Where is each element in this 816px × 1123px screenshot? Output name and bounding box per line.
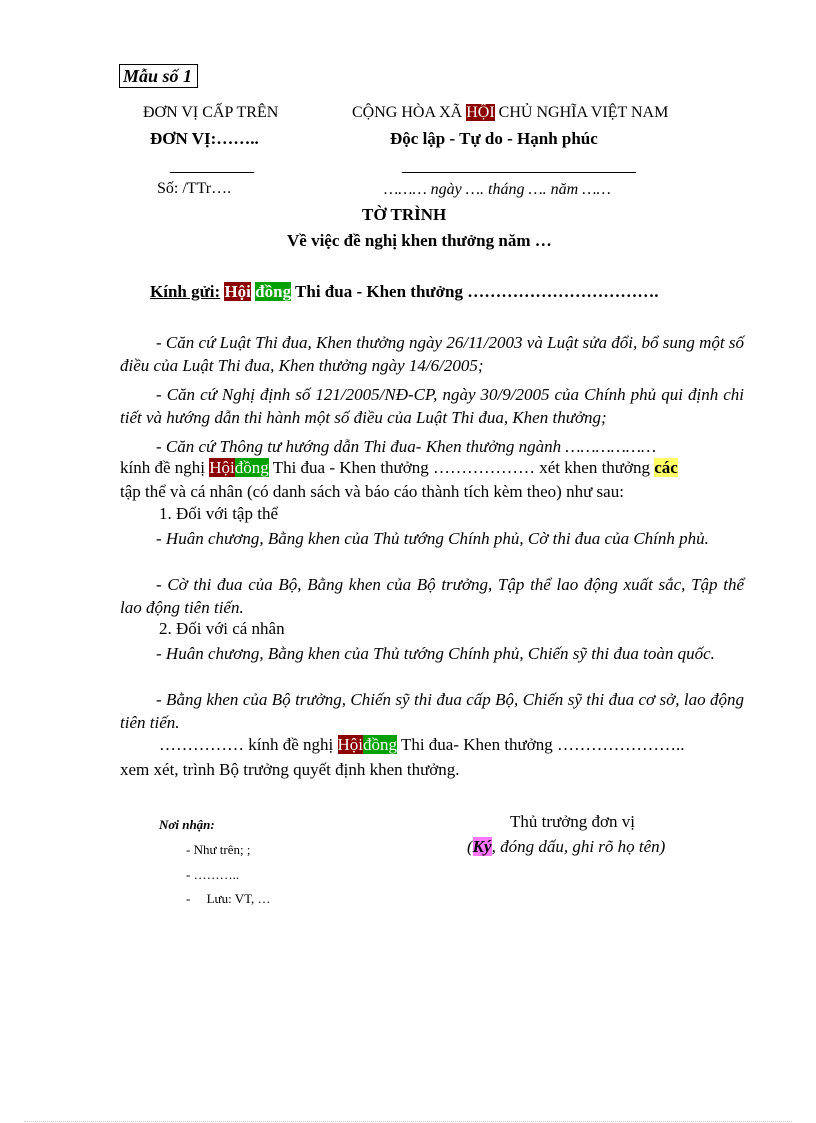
- request-line2: tập thể và cá nhân (có danh sách và báo cáo thành tích kèm theo) như sau:: [120, 482, 624, 501]
- signature-instruction: [467, 837, 665, 857]
- closing-line2: xem xét, trình Bộ trưởng quyết định khen thưởng.: [120, 760, 460, 779]
- unit-name: ĐƠN VỊ:……..: [150, 129, 259, 148]
- request-mid: Thi đua - Khen thưởng ……………… xét khen thưởng: [268, 458, 655, 477]
- national-title-highlight: HỘI: [466, 104, 495, 121]
- recipients-label: Nơi nhận:: [159, 817, 215, 832]
- section1-item-a: - Huân chương, Bằng khen của Thủ tướng Chính phủ, Cờ thi đua của Chính phủ.: [156, 529, 709, 548]
- request-hl1: Hội: [209, 458, 235, 477]
- basis-law: - Căn cứ Luật Thi đua, Khen thưởng ngày 26/11/2003 và Luật sửa đổi, bổ sung một số điều của Luật Thi đua, Khen thưởng ngày 14/6/2005;: [120, 333, 744, 375]
- section2-title: 2. Đối với cá nhân: [159, 619, 285, 638]
- sign-open: (: [467, 837, 473, 856]
- sign-rest: , đóng dấu, ghi rõ họ tên): [491, 837, 666, 856]
- section2-item-a: - Huân chương, Bằng khen của Thủ tướng Chính phủ, Chiến sỹ thi đua toàn quốc.: [156, 644, 715, 663]
- sign-highlight: Ký: [472, 837, 492, 856]
- form-number: Mẫu số 1: [119, 64, 198, 88]
- recipient-hl1: Hội: [224, 282, 251, 301]
- national-title-pre: CỘNG HÒA XÃ: [352, 104, 467, 121]
- right-divider: [402, 172, 636, 173]
- recipient-item-1: - Như trên; ;: [186, 842, 251, 857]
- national-title: [352, 104, 668, 122]
- section2-item-b: - Bằng khen của Bộ trưởng, Chiến sỹ thi đua cấp Bộ, Chiến sỹ thi đua cơ sở, lao động tiên tiến.: [120, 690, 744, 732]
- signer-title: Thủ trưởng đơn vị: [510, 812, 635, 831]
- parent-unit: ĐƠN VỊ CẤP TRÊN: [143, 104, 279, 121]
- recipient-label: Kính gửi:: [150, 282, 221, 301]
- closing-pre: …………… kính đề nghị: [159, 735, 338, 754]
- recipient-rest: Thi đua - Khen thưởng …………………………….: [291, 282, 659, 301]
- national-motto: Độc lập - Tự do - Hạnh phúc: [390, 129, 598, 148]
- basis-circular: - Căn cứ Thông tư hướng dẫn Thi đua- Khen thưởng ngành ………………: [156, 437, 657, 456]
- document-date: ……… ngày …. tháng …. năm ……: [384, 181, 611, 198]
- request-hl3: các: [654, 458, 678, 477]
- page-bottom-border: [24, 1121, 792, 1122]
- closing-hl2: đồng: [363, 735, 397, 754]
- recipient-line: [150, 282, 658, 302]
- closing-line1: [159, 735, 685, 755]
- closing-hl1: Hội: [337, 735, 363, 754]
- closing-post: Thi đua- Khen thưởng …………………..: [397, 735, 685, 754]
- recipient-hl2: đồng: [255, 282, 292, 301]
- basis-decree: - Căn cứ Nghị định số 121/2005/NĐ-CP, ngày 30/9/2005 của Chính phủ qui định chi tiết và hướng dẫn thi hành một số điều của Luật Thi đua, Khen thưởng;: [120, 385, 744, 427]
- section1-title: 1. Đối với tập thể: [159, 504, 278, 523]
- request-pre: kính đề nghị: [120, 458, 210, 477]
- request-line1: [120, 458, 678, 478]
- national-title-post: CHỦ NGHĨA VIỆT NAM: [494, 104, 669, 121]
- request-hl2: đồng: [234, 458, 269, 477]
- recipient-item-3: - Lưu: VT, …: [186, 891, 271, 906]
- recipient-item-2: - ………..: [186, 867, 240, 882]
- left-divider: [170, 172, 254, 173]
- document-number: Số: /TTr….: [157, 180, 232, 197]
- document-subject: Về việc đề nghị khen thưởng năm …: [287, 231, 552, 250]
- section1-item-b: - Cờ thi đua của Bộ, Bằng khen của Bộ trưởng, Tập thể lao động xuất sắc, Tập thể lao động tiên tiến.: [120, 575, 744, 617]
- document-title: TỜ TRÌNH: [362, 205, 447, 224]
